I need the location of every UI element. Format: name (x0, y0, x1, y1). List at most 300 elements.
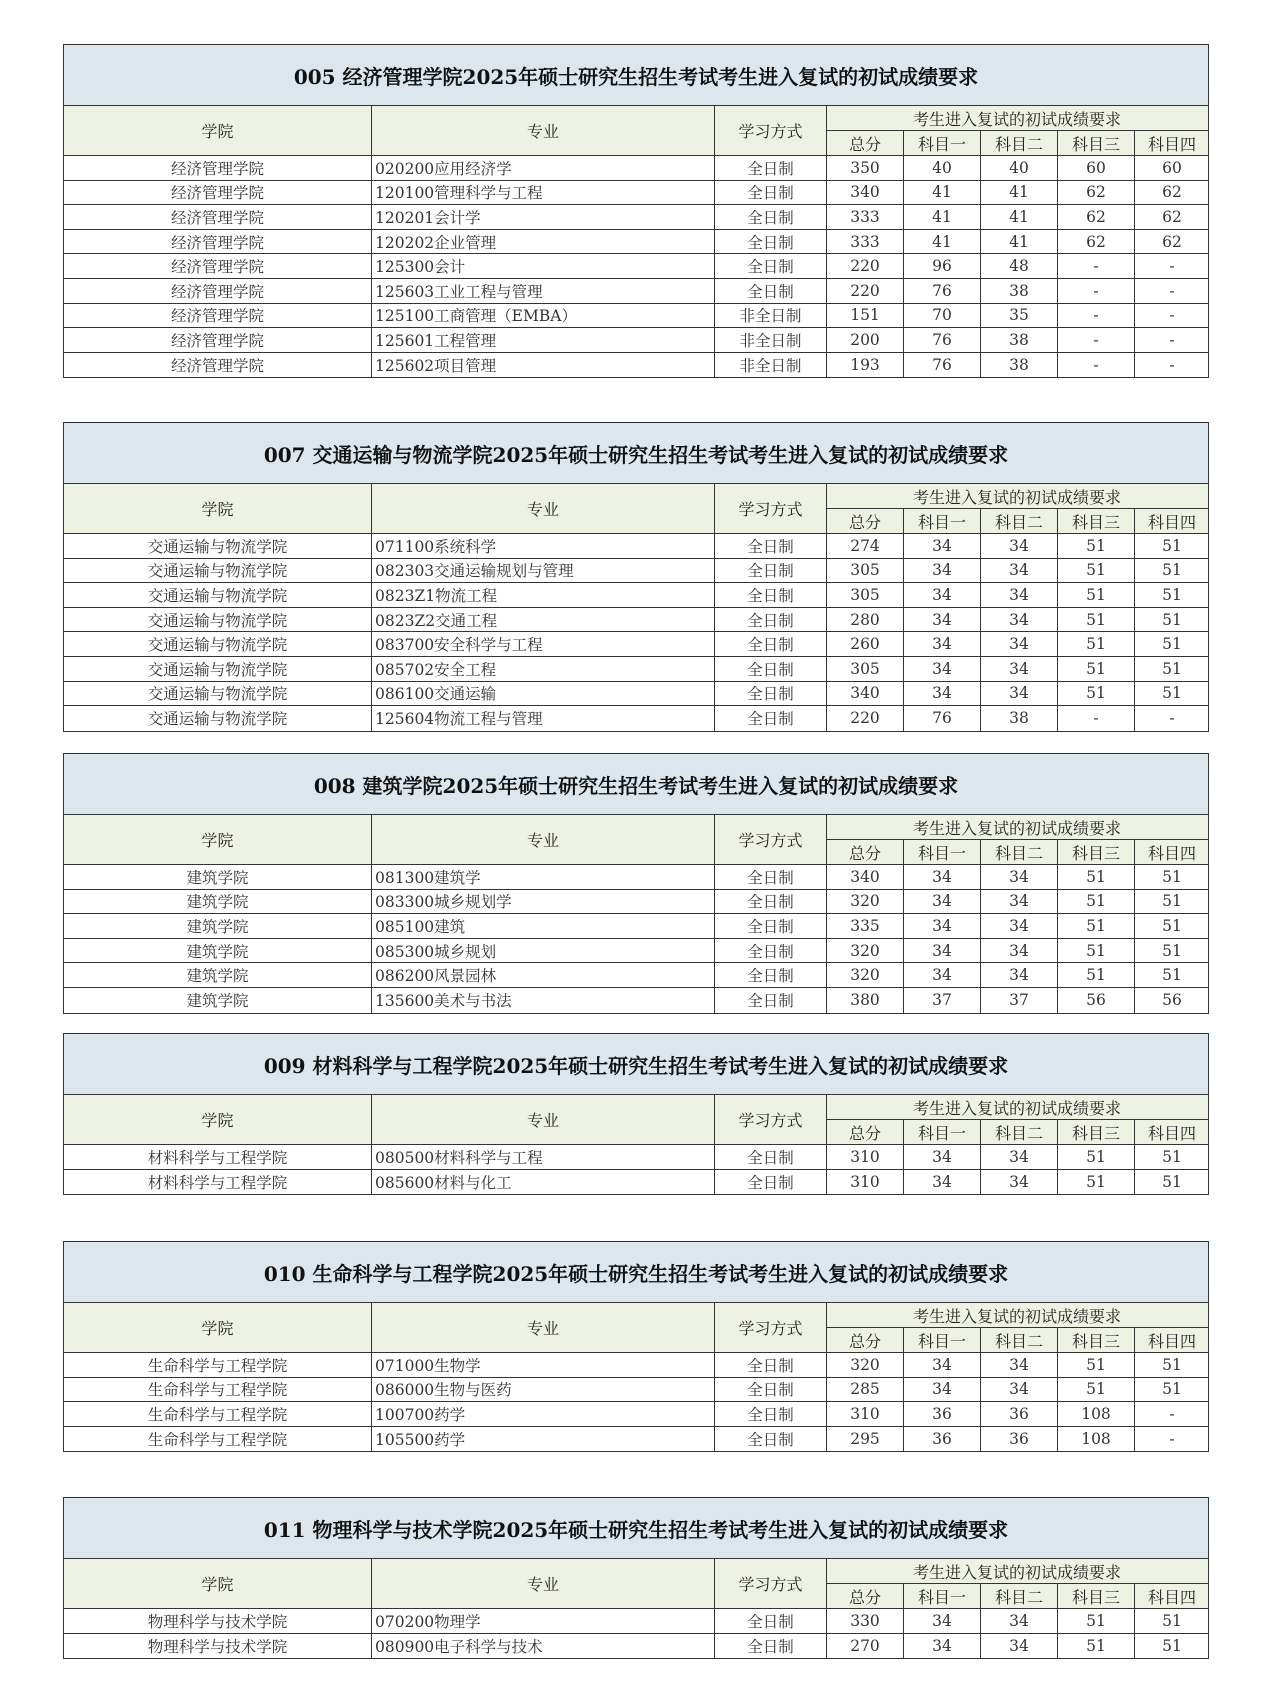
table-header (64, 484, 1208, 534)
cell-total: 295 (827, 1427, 904, 1452)
cell-subject1: 34 (904, 914, 981, 938)
cell-college: 交通运输与物流学院 (64, 682, 372, 706)
cell-subject3: 108 (1058, 1402, 1135, 1426)
cell-subject4: - (1169, 257, 1175, 276)
cell-study-mode: 全日制 (715, 914, 827, 938)
cell-subject2: 34 (981, 1634, 1058, 1659)
cell-subject3: 51 (1058, 963, 1135, 987)
cell-major: 085600材料与化工 (372, 1170, 715, 1195)
cell-major: 086100交通运输 (372, 682, 715, 706)
cell-total: 310 (827, 1402, 904, 1426)
cell-subject2: 34 (981, 559, 1058, 583)
table-header (64, 106, 1208, 156)
cell-major: 080500材料科学与工程 (372, 1145, 715, 1169)
cell-college: 交通运输与物流学院 (64, 657, 372, 681)
cell-major: 125100工商管理（EMBA） (372, 304, 715, 328)
cell-subject4: - (1169, 281, 1175, 300)
cell-subject1: 34 (904, 534, 981, 558)
header-score-group: 考生进入复试的初试成绩要求 (826, 1095, 1208, 1120)
cell-study-mode: 非全日制 (715, 304, 827, 328)
cell-college: 经济管理学院 (64, 328, 372, 352)
cell-subject1: 34 (904, 865, 981, 889)
cell-subject3: 51 (1058, 1145, 1135, 1169)
cell-major: 086200风景园林 (372, 963, 715, 987)
score-table-005 (63, 44, 1209, 378)
header-score-group: 考生进入复试的初试成绩要求 (826, 1559, 1208, 1584)
cell-subject4: 51 (1162, 1172, 1182, 1191)
cell-subject1: 40 (904, 156, 981, 180)
cell-subject4: 51 (1162, 941, 1182, 960)
cell-major: 082303交通运输规划与管理 (372, 559, 715, 583)
cell-college: 物理科学与技术学院 (64, 1634, 372, 1659)
cell-total: 310 (827, 1145, 904, 1169)
cell-subject1: 34 (904, 682, 981, 706)
header-study-mode: 学习方式 (715, 106, 827, 155)
table-body (64, 1609, 1208, 1658)
cell-college: 经济管理学院 (64, 304, 372, 328)
header-subject1: 科目一 (904, 1120, 981, 1144)
cell-subject4: - (1169, 709, 1175, 728)
table-header (64, 815, 1208, 865)
cell-subject2: 34 (981, 963, 1058, 987)
cell-study-mode: 全日制 (715, 890, 827, 914)
cell-college: 交通运输与物流学院 (64, 608, 372, 632)
cell-subject4: 51 (1162, 916, 1182, 935)
header-college: 学院 (64, 1095, 372, 1144)
cell-total: 310 (827, 1170, 904, 1195)
cell-study-mode: 全日制 (715, 583, 827, 607)
table-title: 005 经济管理学院2025年硕士研究生招生考试考生进入复试的初试成绩要求 (64, 45, 1208, 106)
cell-subject1: 34 (904, 583, 981, 607)
cell-subject3: 51 (1058, 534, 1135, 558)
header-subject2: 科目二 (981, 1328, 1058, 1352)
cell-study-mode: 全日制 (715, 1609, 827, 1633)
cell-study-mode: 全日制 (715, 963, 827, 987)
cell-subject1: 34 (904, 1609, 981, 1633)
cell-total: 350 (827, 156, 904, 180)
table-row (64, 632, 1208, 657)
table-body (64, 1353, 1208, 1451)
table-body (64, 865, 1208, 1013)
cell-subject3: 108 (1058, 1427, 1135, 1452)
cell-subject1: 76 (904, 706, 981, 731)
cell-subject3: 51 (1058, 682, 1135, 706)
table-row (64, 1634, 1208, 1659)
table-row (64, 1353, 1208, 1378)
cell-college: 生命科学与工程学院 (64, 1402, 372, 1426)
cell-college: 材料科学与工程学院 (64, 1145, 372, 1169)
cell-total: 305 (827, 583, 904, 607)
cell-subject4: 51 (1162, 659, 1182, 678)
table-row (64, 1402, 1208, 1427)
cell-college: 建筑学院 (64, 988, 372, 1013)
cell-major: 0823Z2交通工程 (372, 608, 715, 632)
header-total: 总分 (827, 509, 904, 533)
cell-subject4: 51 (1162, 635, 1182, 654)
cell-subject3: 51 (1058, 939, 1135, 963)
header-major: 专业 (372, 1095, 715, 1144)
table-row (64, 939, 1208, 964)
cell-study-mode: 全日制 (715, 608, 827, 632)
cell-subject1: 41 (904, 205, 981, 229)
cell-subject4: 51 (1162, 1355, 1182, 1374)
cell-subject4: - (1169, 356, 1175, 375)
cell-major: 070200物理学 (372, 1609, 715, 1633)
cell-subject3: 51 (1058, 914, 1135, 938)
cell-subject2: 41 (981, 181, 1058, 205)
table-row (64, 1609, 1208, 1634)
cell-subject3: 51 (1058, 1378, 1135, 1402)
cell-subject1: 34 (904, 939, 981, 963)
cell-subject3: 51 (1058, 1170, 1135, 1195)
cell-subject1: 76 (904, 353, 981, 378)
cell-major: 085100建筑 (372, 914, 715, 938)
header-subject3: 科目三 (1058, 1584, 1135, 1608)
cell-subject3: - (1058, 353, 1135, 378)
cell-subject2: 34 (981, 583, 1058, 607)
cell-subject3: 62 (1058, 181, 1135, 205)
cell-subject4: 62 (1162, 183, 1182, 202)
cell-subject4: 60 (1162, 158, 1182, 177)
cell-major: 085702安全工程 (372, 657, 715, 681)
cell-subject3: 51 (1058, 657, 1135, 681)
cell-subject3: 51 (1058, 1634, 1135, 1659)
header-study-mode: 学习方式 (715, 1095, 827, 1144)
cell-subject4: - (1169, 1430, 1175, 1449)
header-subject1: 科目一 (904, 840, 981, 864)
cell-subject1: 34 (904, 1170, 981, 1195)
cell-college: 交通运输与物流学院 (64, 534, 372, 558)
cell-subject3: 51 (1058, 865, 1135, 889)
header-subject2: 科目二 (981, 509, 1058, 533)
header-score-group: 考生进入复试的初试成绩要求 (826, 106, 1208, 131)
table-body (64, 156, 1208, 377)
cell-subject1: 76 (904, 279, 981, 303)
cell-subject4: 51 (1162, 1636, 1182, 1655)
cell-study-mode: 全日制 (715, 156, 827, 180)
cell-subject4: 51 (1162, 561, 1182, 580)
cell-college: 经济管理学院 (64, 254, 372, 278)
cell-study-mode: 全日制 (715, 1353, 827, 1377)
header-subject3: 科目三 (1058, 509, 1135, 533)
table-row (64, 608, 1208, 633)
cell-total: 320 (827, 939, 904, 963)
cell-college: 交通运输与物流学院 (64, 706, 372, 731)
table-body (64, 1145, 1208, 1194)
cell-major: 120201会计学 (372, 205, 715, 229)
cell-subject4: 51 (1162, 536, 1182, 555)
header-score-group: 考生进入复试的初试成绩要求 (826, 815, 1208, 840)
header-subject4: 科目四 (1147, 512, 1196, 532)
cell-subject2: 34 (981, 865, 1058, 889)
cell-major: 086000生物与医药 (372, 1378, 715, 1402)
table-row (64, 353, 1208, 378)
cell-subject3: 62 (1058, 205, 1135, 229)
cell-major: 085300城乡规划 (372, 939, 715, 963)
cell-college: 经济管理学院 (64, 156, 372, 180)
cell-subject2: 34 (981, 914, 1058, 938)
cell-subject3: - (1058, 279, 1135, 303)
cell-study-mode: 全日制 (715, 1634, 827, 1659)
cell-subject2: 37 (981, 988, 1058, 1013)
cell-college: 物理科学与技术学院 (64, 1609, 372, 1633)
cell-subject1: 36 (904, 1427, 981, 1452)
cell-major: 100700药学 (372, 1402, 715, 1426)
cell-subject3: 56 (1058, 988, 1135, 1013)
table-row (64, 988, 1208, 1013)
cell-major: 125601工程管理 (372, 328, 715, 352)
header-subject4: 科目四 (1147, 1587, 1196, 1607)
table-row (64, 583, 1208, 608)
cell-subject1: 41 (904, 230, 981, 254)
cell-major: 120202企业管理 (372, 230, 715, 254)
cell-subject2: 34 (981, 1353, 1058, 1377)
header-college: 学院 (64, 1303, 372, 1352)
header-major: 专业 (372, 815, 715, 864)
header-college: 学院 (64, 484, 372, 533)
cell-subject4: 51 (1162, 1380, 1182, 1399)
cell-study-mode: 全日制 (715, 632, 827, 656)
cell-subject4: 51 (1162, 1147, 1182, 1166)
cell-subject2: 34 (981, 657, 1058, 681)
cell-major: 020200应用经济学 (372, 156, 715, 180)
header-major: 专业 (372, 106, 715, 155)
cell-subject3: 51 (1058, 608, 1135, 632)
cell-major: 0823Z1物流工程 (372, 583, 715, 607)
cell-total: 274 (827, 534, 904, 558)
header-subject4: 科目四 (1147, 843, 1196, 863)
score-table-009 (63, 1033, 1209, 1195)
cell-subject1: 37 (904, 988, 981, 1013)
table-title: 007 交通运输与物流学院2025年硕士研究生招生考试考生进入复试的初试成绩要求 (64, 423, 1208, 484)
cell-total: 330 (827, 1609, 904, 1633)
cell-subject2: 38 (981, 353, 1058, 378)
cell-total: 320 (827, 963, 904, 987)
cell-total: 340 (827, 181, 904, 205)
header-total: 总分 (827, 1120, 904, 1144)
cell-total: 220 (827, 254, 904, 278)
header-major: 专业 (372, 1303, 715, 1352)
cell-subject1: 36 (904, 1402, 981, 1426)
cell-subject1: 34 (904, 1353, 981, 1377)
score-table-010 (63, 1241, 1209, 1452)
cell-study-mode: 全日制 (715, 657, 827, 681)
table-row (64, 890, 1208, 915)
table-row (64, 1145, 1208, 1170)
cell-subject4: 51 (1162, 892, 1182, 911)
header-subject3: 科目三 (1058, 840, 1135, 864)
cell-total: 200 (827, 328, 904, 352)
cell-subject2: 38 (981, 706, 1058, 731)
cell-college: 建筑学院 (64, 865, 372, 889)
cell-major: 125604物流工程与管理 (372, 706, 715, 731)
cell-subject3: - (1058, 706, 1135, 731)
cell-total: 340 (827, 865, 904, 889)
cell-subject1: 34 (904, 1378, 981, 1402)
cell-study-mode: 全日制 (715, 939, 827, 963)
cell-study-mode: 全日制 (715, 682, 827, 706)
table-header (64, 1559, 1208, 1609)
cell-study-mode: 非全日制 (715, 328, 827, 352)
table-row (64, 706, 1208, 731)
cell-college: 建筑学院 (64, 963, 372, 987)
header-major: 专业 (372, 484, 715, 533)
cell-college: 交通运输与物流学院 (64, 559, 372, 583)
table-row (64, 304, 1208, 329)
cell-subject1: 34 (904, 1145, 981, 1169)
cell-subject2: 35 (981, 304, 1058, 328)
cell-subject1: 41 (904, 181, 981, 205)
table-row (64, 205, 1208, 230)
table-title: 008 建筑学院2025年硕士研究生招生考试考生进入复试的初试成绩要求 (64, 754, 1208, 815)
cell-subject2: 34 (981, 632, 1058, 656)
cell-subject3: - (1058, 304, 1135, 328)
header-college: 学院 (64, 815, 372, 864)
cell-subject4: - (1169, 1404, 1175, 1423)
cell-college: 经济管理学院 (64, 279, 372, 303)
cell-subject2: 41 (981, 205, 1058, 229)
cell-study-mode: 全日制 (715, 559, 827, 583)
cell-subject1: 34 (904, 657, 981, 681)
cell-study-mode: 全日制 (715, 1378, 827, 1402)
cell-total: 220 (827, 279, 904, 303)
table-row (64, 963, 1208, 988)
cell-college: 生命科学与工程学院 (64, 1427, 372, 1452)
cell-study-mode: 全日制 (715, 1402, 827, 1426)
cell-major: 071000生物学 (372, 1353, 715, 1377)
cell-subject4: 56 (1162, 991, 1182, 1010)
header-subject3: 科目三 (1058, 1328, 1135, 1352)
cell-college: 生命科学与工程学院 (64, 1353, 372, 1377)
header-subject3: 科目三 (1058, 131, 1135, 155)
cell-major: 080900电子科学与技术 (372, 1634, 715, 1659)
cell-total: 320 (827, 890, 904, 914)
cell-subject2: 34 (981, 939, 1058, 963)
cell-subject2: 34 (981, 682, 1058, 706)
header-subject4: 科目四 (1147, 134, 1196, 154)
cell-subject3: 51 (1058, 1609, 1135, 1633)
table-row (64, 230, 1208, 255)
cell-subject1: 76 (904, 328, 981, 352)
cell-study-mode: 全日制 (715, 865, 827, 889)
cell-subject3: - (1058, 254, 1135, 278)
header-total: 总分 (827, 131, 904, 155)
cell-college: 材料科学与工程学院 (64, 1170, 372, 1195)
cell-major: 105500药学 (372, 1427, 715, 1452)
cell-study-mode: 全日制 (715, 230, 827, 254)
cell-subject1: 34 (904, 632, 981, 656)
cell-major: 083700安全科学与工程 (372, 632, 715, 656)
cell-total: 305 (827, 657, 904, 681)
table-row (64, 657, 1208, 682)
header-college: 学院 (64, 106, 372, 155)
cell-subject3: 51 (1058, 1353, 1135, 1377)
table-title: 011 物理科学与技术学院2025年硕士研究生招生考试考生进入复试的初试成绩要求 (64, 1498, 1208, 1559)
cell-college: 交通运输与物流学院 (64, 583, 372, 607)
cell-subject4: 51 (1162, 585, 1182, 604)
cell-subject4: 51 (1162, 966, 1182, 985)
cell-study-mode: 全日制 (715, 254, 827, 278)
cell-study-mode: 全日制 (715, 1145, 827, 1169)
cell-subject2: 34 (981, 890, 1058, 914)
cell-study-mode: 全日制 (715, 988, 827, 1013)
table-header (64, 1303, 1208, 1353)
table-row (64, 534, 1208, 559)
table-title: 010 生命科学与工程学院2025年硕士研究生招生考试考生进入复试的初试成绩要求 (64, 1242, 1208, 1303)
cell-subject4: 51 (1162, 867, 1182, 886)
cell-subject3: 51 (1058, 890, 1135, 914)
table-row (64, 682, 1208, 707)
cell-major: 083300城乡规划学 (372, 890, 715, 914)
cell-subject2: 41 (981, 230, 1058, 254)
cell-subject4: 62 (1162, 232, 1182, 251)
cell-college: 建筑学院 (64, 914, 372, 938)
cell-study-mode: 全日制 (715, 706, 827, 731)
cell-subject3: 62 (1058, 230, 1135, 254)
cell-subject4: 51 (1162, 610, 1182, 629)
cell-subject2: 38 (981, 328, 1058, 352)
score-table-008 (63, 753, 1209, 1014)
cell-study-mode: 全日制 (715, 279, 827, 303)
cell-study-mode: 全日制 (715, 181, 827, 205)
cell-college: 经济管理学院 (64, 205, 372, 229)
header-subject1: 科目一 (904, 131, 981, 155)
cell-subject2: 34 (981, 608, 1058, 632)
table-row (64, 1427, 1208, 1452)
table-row (64, 181, 1208, 206)
cell-subject1: 34 (904, 890, 981, 914)
cell-total: 333 (827, 230, 904, 254)
header-study-mode: 学习方式 (715, 1559, 827, 1608)
header-subject2: 科目二 (981, 1120, 1058, 1144)
cell-college: 经济管理学院 (64, 181, 372, 205)
header-subject3: 科目三 (1058, 1120, 1135, 1144)
cell-subject4: 51 (1162, 684, 1182, 703)
cell-total: 193 (827, 353, 904, 378)
cell-subject1: 96 (904, 254, 981, 278)
header-subject1: 科目一 (904, 509, 981, 533)
cell-study-mode: 全日制 (715, 1170, 827, 1195)
cell-college: 生命科学与工程学院 (64, 1378, 372, 1402)
cell-study-mode: 非全日制 (715, 353, 827, 378)
cell-college: 建筑学院 (64, 939, 372, 963)
cell-subject3: 51 (1058, 559, 1135, 583)
cell-total: 340 (827, 682, 904, 706)
cell-subject2: 38 (981, 279, 1058, 303)
cell-college: 经济管理学院 (64, 230, 372, 254)
cell-total: 220 (827, 706, 904, 731)
cell-subject2: 34 (981, 1145, 1058, 1169)
cell-total: 380 (827, 988, 904, 1013)
cell-total: 320 (827, 1353, 904, 1377)
cell-total: 333 (827, 205, 904, 229)
table-row (64, 279, 1208, 304)
header-total: 总分 (827, 1584, 904, 1608)
header-subject4: 科目四 (1147, 1331, 1196, 1351)
header-major: 专业 (372, 1559, 715, 1608)
cell-subject4: - (1169, 330, 1175, 349)
cell-subject2: 36 (981, 1402, 1058, 1426)
cell-major: 125602项目管理 (372, 353, 715, 378)
cell-subject4: 51 (1162, 1611, 1182, 1630)
header-subject4: 科目四 (1147, 1123, 1196, 1143)
cell-subject1: 70 (904, 304, 981, 328)
cell-total: 305 (827, 559, 904, 583)
cell-total: 280 (827, 608, 904, 632)
header-subject1: 科目一 (904, 1584, 981, 1608)
cell-major: 125300会计 (372, 254, 715, 278)
header-study-mode: 学习方式 (715, 484, 827, 533)
